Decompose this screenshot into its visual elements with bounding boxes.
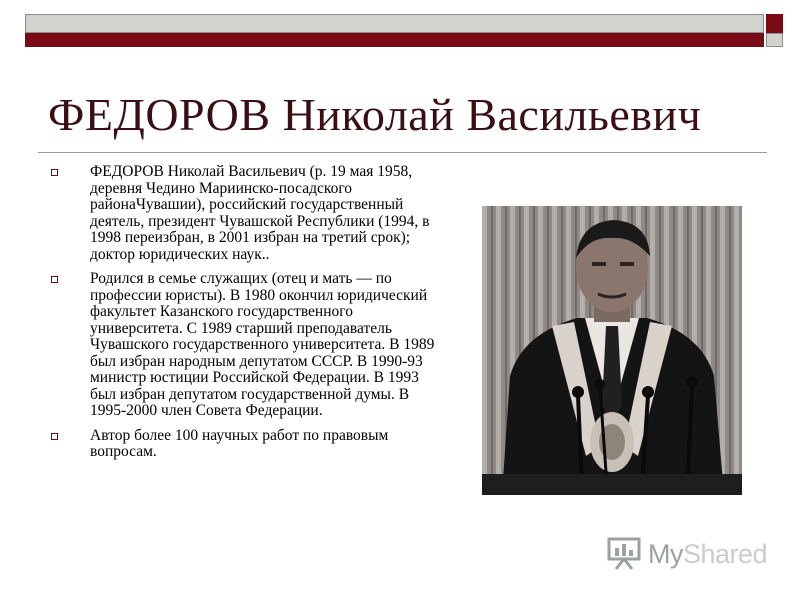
corner-square-red [766,14,783,33]
presentation-board-icon [606,536,644,570]
top-band-gray [25,14,764,33]
top-decor-band [25,14,764,47]
bullet-text: Автор более 100 научных работ по правовым вопросам. [90,426,389,460]
watermark-text: MyShared [648,539,768,569]
title-divider [38,152,767,153]
top-band-red [25,33,764,47]
slide-title: ФЕДОРОВ Николай Васильевич [48,89,702,140]
myshared-watermark [606,536,766,572]
bullet-list [48,164,443,469]
bullet-item [48,164,443,263]
bullet-item [48,428,443,461]
portrait-illustration [482,206,742,495]
bullet-text: Родился в семье служащих (отец и мать — по профессии юристы). В 1980 окончил юридический факультет Казанского государственного университета. С 1989 старший преподаватель Чувашского государственного университета. В 1989 был избран народным депутатом СССР. В 1990-93 министр юстиции Российской Федерации. В 1993 был избран депутатом государственной думы. В 1995-2000 член Совета Федерации. [90,270,435,419]
corner-square-gray [766,33,783,47]
bullet-text: ФЕДОРОВ Николай Васильевич (р. 19 мая 1958, деревня Чедино Мариинско-посадского районаЧувашии), российский государственный деятель, президент Чувашской Республики (1994, в 1998 переизбран, в 2001 избран на третий срок); доктор юридических наук.. [90,163,430,263]
bullet-item [48,271,443,420]
square-bullet-icon [51,169,58,176]
portrait-photo [482,206,742,495]
square-bullet-icon [51,276,58,283]
square-bullet-icon [51,433,58,440]
